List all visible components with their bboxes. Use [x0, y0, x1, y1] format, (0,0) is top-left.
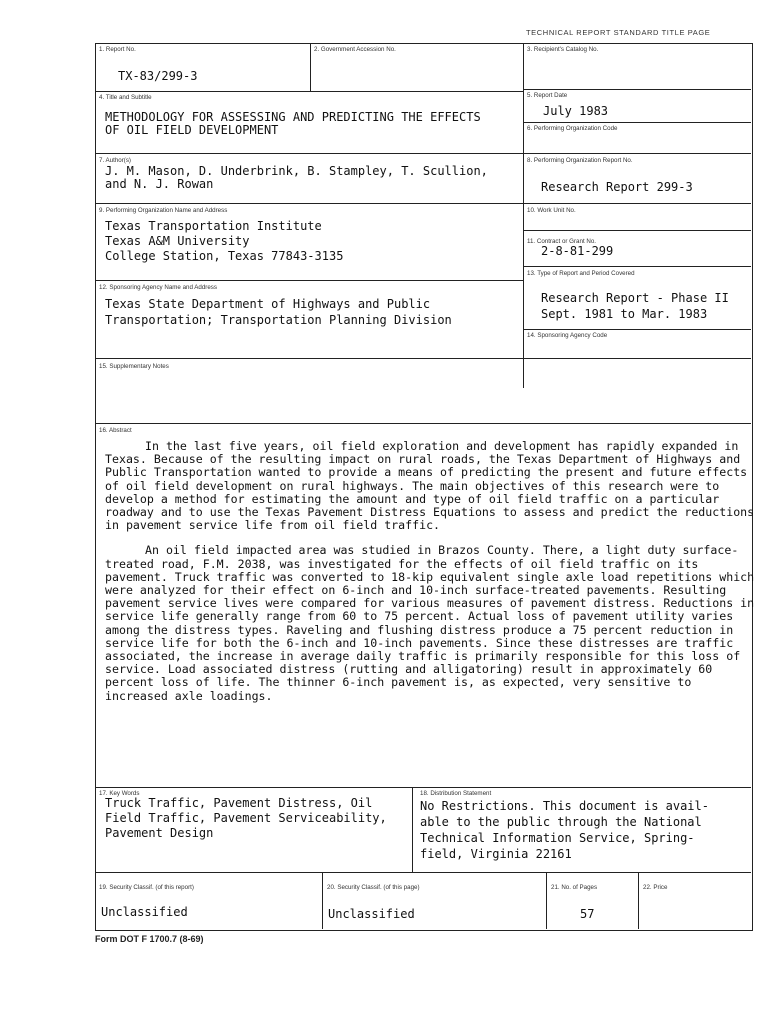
- contract-grant-value: 2-8-81-299: [541, 244, 614, 258]
- authors-line-2: and N. J. Rowan: [105, 177, 214, 191]
- num-pages-label: 21. No. of Pages: [551, 884, 598, 891]
- distribution-line-4: field, Virginia 22161: [420, 847, 572, 861]
- authors-line-1: J. M. Mason, D. Underbrink, B. Stampley, T. Scullion,: [105, 164, 488, 178]
- performing-org-name-label: 9. Performing Organization Name and Address: [99, 207, 228, 214]
- title-line-1: METHODOLOGY FOR ASSESSING AND PREDICTING THE EFFECTS: [105, 110, 481, 124]
- performing-org-report-value: Research Report 299-3: [541, 180, 693, 194]
- supplementary-notes-label: 15. Supplementary Notes: [99, 363, 169, 370]
- sponsoring-agency-line-1: Texas State Department of Highways and Public: [105, 297, 431, 311]
- performing-org-line-2: Texas A&M University: [105, 234, 250, 248]
- report-type-label: 13. Type of Report and Period Covered: [527, 270, 635, 277]
- title-subtitle-label: 4. Title and Subtitle: [99, 94, 152, 101]
- performing-org-code-label: 6. Performing Organization Code: [527, 125, 618, 132]
- authors-label: 7. Author(s): [99, 157, 131, 164]
- report-date-label: 5. Report Date: [527, 92, 568, 99]
- sponsoring-agency-label: 12. Sponsoring Agency Name and Address: [99, 284, 217, 291]
- gov-accession-label: 2. Government Accession No.: [314, 46, 396, 53]
- num-pages-value: 57: [580, 907, 595, 921]
- contract-grant-label: 11. Contract or Grant No.: [527, 238, 597, 245]
- distribution-label: 18. Distribution Statement: [420, 790, 492, 797]
- recipient-catalog-label: 3. Recipient's Catalog No.: [527, 46, 599, 53]
- security-page-label: 20. Security Classif. (of this page): [327, 884, 420, 891]
- performing-org-report-label: 8. Performing Organization Report No.: [527, 157, 633, 164]
- form-id: Form DOT F 1700.7 (8-69): [95, 934, 204, 944]
- abstract-paragraph-2: An oil field impacted area was studied in Brazos County. There, a light duty surface-treated road, F.M. 2038, was investigated for the effects of oil field traffic on its pavement. Truck traffic was converted to 18-kip equivalent single axle load repetitions which were analyzed for their effect on 6-inch and 10-inch surface-treated pavements. Resulting pavement service lives were compared for various measures of pavement distress. Reductions in service life generally range from 60 to 75 percent. Actual loss of pavement utility varies among the distress types. Raveling and flushing distress produce a 75 percent reduction in service life for both the 6-inch and 10-inch pavements. Since these distresses are traffic associated, the increase in average daily traffic is primarily responsible for this loss of service. Load associated distress (rutting and alligatoring) result in approximately 60 percent loss of life. The thinner 6-inch pavement is, as expected, very sensitive to increased axle loadings.: [105, 543, 755, 703]
- report-date-value: July 1983: [543, 104, 609, 118]
- report-type-line-2: Sept. 1981 to Mar. 1983: [541, 307, 708, 321]
- sponsoring-agency-code-label: 14. Sponsoring Agency Code: [527, 332, 608, 339]
- form-header-title: TECHNICAL REPORT STANDARD TITLE PAGE: [526, 28, 711, 37]
- report-no-value: TX-83/299-3: [118, 69, 198, 83]
- key-words-line-3: Pavement Design: [105, 826, 214, 840]
- key-words-line-2: Field Traffic, Pavement Serviceability,: [105, 811, 387, 825]
- key-words-label: 17. Key Words: [99, 790, 140, 797]
- abstract-paragraph-1: In the last five years, oil field exploration and development has rapidly expanded in Texas. Because of the resulting impact on rural roads, the Texas Department of Highways and Public Transportation wanted to provide a means of predicting the present and future effects of oil field development on rural highways. The main objectives of this research were to develop a method for estimating the amount and type of oil field traffic on a particular roadway and to use the Texas Pavement Distress Equations to assess and predict the reductions in pavement service life from oil field traffic.: [105, 439, 755, 533]
- distribution-line-2: able to the public through the National: [420, 815, 702, 829]
- distribution-line-1: No Restrictions. This document is avail-: [420, 799, 709, 813]
- performing-org-line-3: College Station, Texas 77843-3135: [105, 249, 344, 263]
- abstract-body: [105, 440, 755, 715]
- security-page-value: Unclassified: [328, 907, 415, 921]
- distribution-line-3: Technical Information Service, Spring-: [420, 831, 695, 845]
- report-no-label: 1. Report No.: [99, 46, 136, 53]
- price-label: 22. Price: [643, 884, 668, 891]
- security-report-label: 19. Security Classif. (of this report): [99, 884, 194, 891]
- performing-org-line-1: Texas Transportation Institute: [105, 219, 322, 233]
- report-type-line-1: Research Report - Phase II: [541, 291, 729, 305]
- sponsoring-agency-line-2: Transportation; Transportation Planning Division: [105, 313, 452, 327]
- abstract-label: 16. Abstract: [99, 427, 132, 434]
- security-report-value: Unclassified: [101, 905, 188, 919]
- key-words-line-1: Truck Traffic, Pavement Distress, Oil: [105, 796, 373, 810]
- work-unit-label: 10. Work Unit No.: [527, 207, 576, 214]
- title-line-2: OF OIL FIELD DEVELOPMENT: [105, 123, 279, 137]
